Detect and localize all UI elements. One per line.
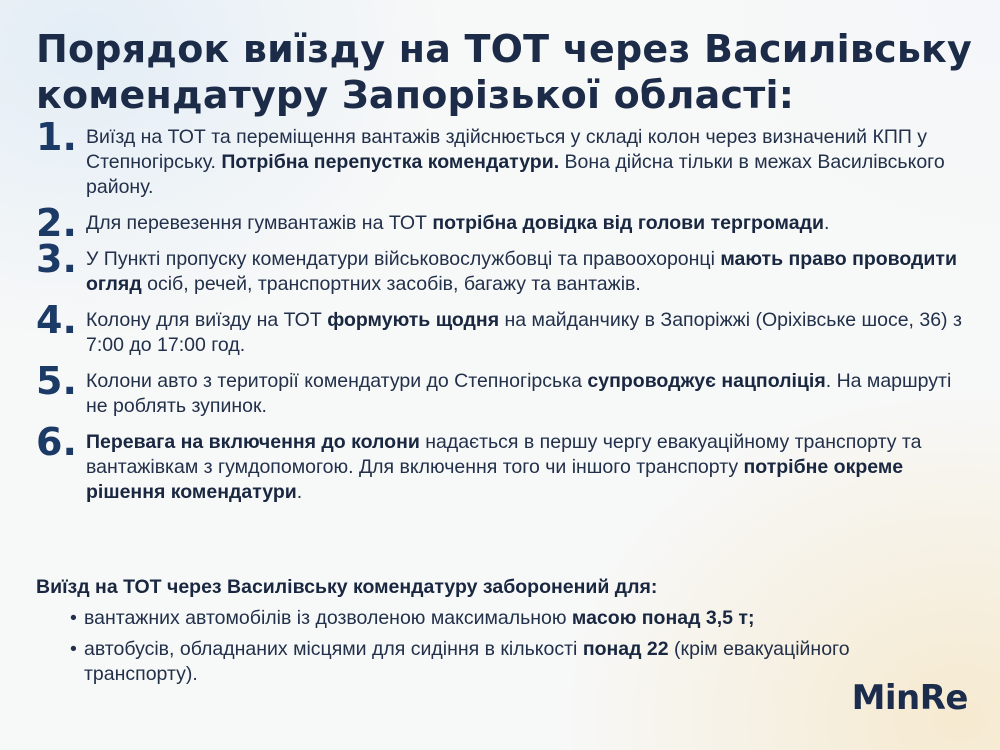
restrictions-heading: Виїзд на ТОТ через Василівську комендатуру заборонений для: bbox=[36, 576, 658, 598]
restrictions-section bbox=[36, 574, 966, 687]
minre-logo: MinRe bbox=[851, 678, 968, 718]
rule-item-2 bbox=[36, 201, 966, 245]
rule-item-1 bbox=[36, 115, 966, 200]
rules-list bbox=[36, 115, 966, 505]
bullet-icon: • bbox=[70, 638, 77, 660]
rule-text: Колони авто з території комендатури до Степногірська супроводжує нацполіція. На маршруті не роблять зупинок. bbox=[86, 370, 952, 417]
rule-item-4 bbox=[36, 298, 966, 358]
rule-number: 6. bbox=[36, 420, 77, 464]
restriction-item-1 bbox=[36, 606, 966, 631]
rule-text: Виїзд на ТОТ та переміщення вантажів здійснюється у складі колон через визначений КПП у Степногірську. Потрібна перепустка комендатури. Вона дійсна тільки в межах Василівського району. bbox=[86, 126, 945, 198]
rule-text: Перевага на включення до колони надається в першу чергу евакуаційному транспорту та вантажівкам з гумдопомогою. Для включення того чи іншого транспорту потрібне окреме рішення комендатури. bbox=[86, 431, 922, 503]
page-title-line-1: Порядок виїзду на ТОТ через Василівську bbox=[36, 27, 973, 71]
rule-number: 1. bbox=[36, 115, 77, 159]
page-title bbox=[36, 26, 976, 118]
restriction-text: вантажних автомобілів із дозволеною максимальною масою понад 3,5 т; bbox=[84, 607, 755, 629]
rule-item-3 bbox=[36, 237, 966, 297]
page-title-line-2: комендатуру Запорізької області: bbox=[36, 73, 795, 117]
rule-number: 3. bbox=[36, 237, 77, 281]
rule-number: 4. bbox=[36, 298, 77, 342]
rule-item-5 bbox=[36, 359, 966, 419]
bullet-icon: • bbox=[70, 607, 77, 629]
rule-number: 2. bbox=[36, 201, 77, 245]
rule-text: У Пункті пропуску комендатури військовослужбовці та правоохоронці мають право проводити огляд осіб, речей, транспортних засобів, багажу та вантажів. bbox=[86, 248, 957, 295]
restriction-text: автобусів, обладнаних місцями для сидіння в кількості понад 22 (крім евакуаційного транспорту). bbox=[84, 638, 850, 685]
rule-text: Для перевезення гумвантажів на ТОТ потрібна довідка від голови тергромади. bbox=[86, 212, 830, 234]
rule-number: 5. bbox=[36, 359, 77, 403]
rule-item-6 bbox=[36, 420, 966, 505]
rule-text: Колону для виїзду на ТОТ формують щодня на майданчику в Запоріжжі (Оріхівське шосе, 36) з 7:00 до 17:00 год. bbox=[86, 309, 962, 356]
restriction-item-2 bbox=[36, 637, 966, 687]
